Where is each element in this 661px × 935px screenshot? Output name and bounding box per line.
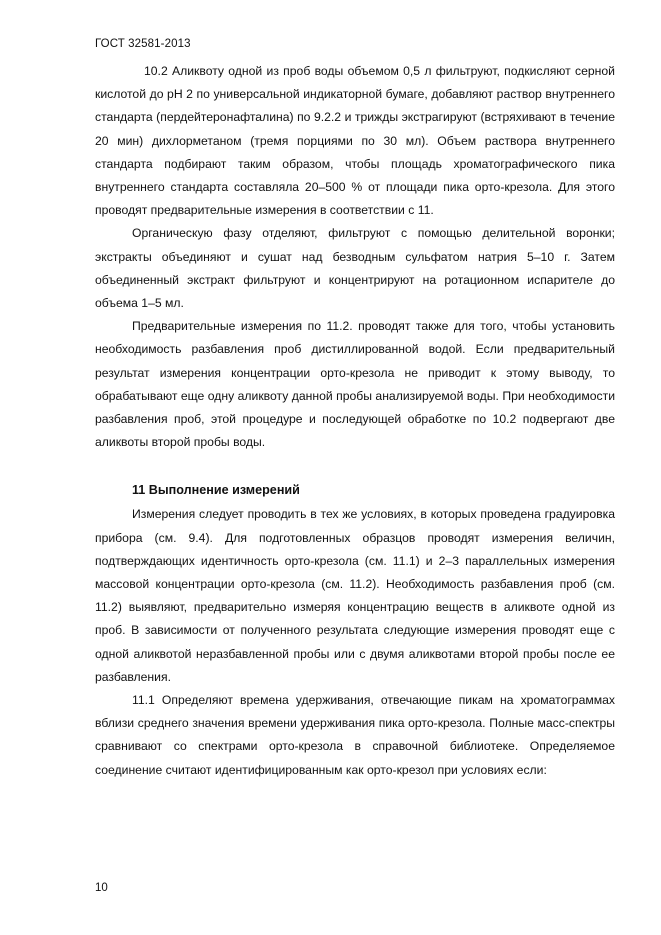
page-number: 10 [95,882,108,894]
document-body [95,60,615,782]
paragraph-organic-phase: Органическую фазу отделяют, фильтруют с помощью делительной воронки; экстракты объединяют и сушат над безводным сульфатом натрия 5–10 г. Затем объединенный экстракт фильтруют и концентрируют на ротационном испарителе до объема 1–5 мл. [95,226,615,311]
paragraph-10-2: 10.2 Аликвоту одной из проб воды объемом 0,5 л фильтруют, подкисляют серной кислотой до рН 2 по универсальной индикаторной бумаге, добавляют раствор внутреннего стандарта (пердейтеронафталина) по 9.2.2 и трижды экстрагируют (встряхивают в течение 20 мин) дихлорметаном (тремя порциями по 30 мл). Объем раствора внутреннего стандарта подбирают таким образом, чтобы площадь хроматографического пика внутреннего стандарта составляла 20–500 % от площади пика орто-крезола. Для этого проводят предварительные измерения в соответствии с 11. [95,64,615,218]
paragraph-preliminary-measurements: Предварительные измерения по 11.2. проводят также для того, чтобы установить необходимость разбавления проб дистиллированной водой. Если предварительный результат измерения концентрации орто-крезола не приводит к этому выводу, то обрабатывают еще одну аликвоту данной пробы анализируемой воды. При необходимости разбавления проб, этой процедуре и последующей обработке по 10.2 подвергают две аликвоты второй пробы воды. [95,319,615,450]
document-header: ГОСТ 32581-2013 [95,38,191,50]
section-heading-11: 11 Выполнение измерений [132,483,300,498]
paragraph-11-1: 11.1 Определяют времена удерживания, отвечающие пикам на хроматограммах вблизи среднего значения времени удерживания пика орто-крезола. Полные масс-спектры сравнивают со спектрами орто-крезола в справочной библиотеке. Определяемое соединение считают идентифицированным как орто-крезол при условиях если: [95,693,615,777]
paragraph-measurement-conditions: Измерения следует проводить в тех же условиях, в которых проведена градуировка прибора (см. 9.4). Для подготовленных образцов проводят измерения величин, подтверждающих идентичность орто-крезола (см. 11.1) и 2–3 параллельных измерения массовой концентрации орто-крезола (см. 11.2). Необходимость разбавления проб (см. 11.2) выявляют, предварительно измеряя концентрацию веществ в аликвоте одной из проб. В зависимости от полученного результата следующие измерения проводят еще с одной аликвотой неразбавленной пробы или с двумя аликвотами второй пробы после ее разбавления. [95,507,615,684]
